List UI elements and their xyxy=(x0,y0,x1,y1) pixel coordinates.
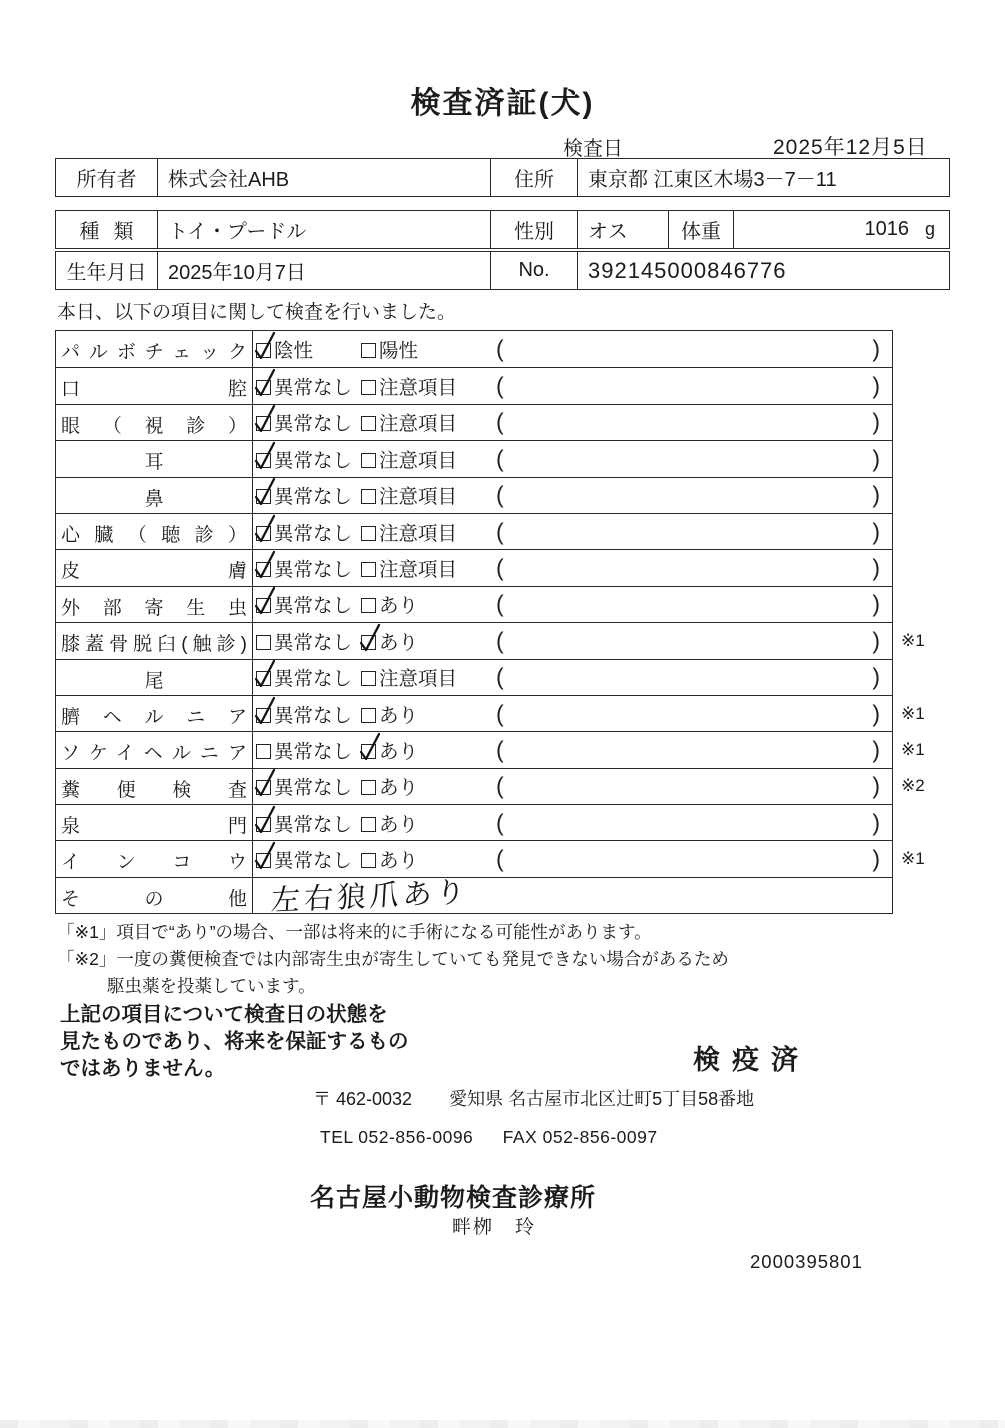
checkbox-checked[interactable] xyxy=(256,343,271,358)
option-label: あり xyxy=(379,631,419,654)
checklist-option-2 xyxy=(361,372,457,400)
address-label: 住所 xyxy=(491,159,578,196)
paren-close: ) xyxy=(872,335,880,362)
checklist-option-2 xyxy=(361,663,457,691)
postal-code: 〒 462-0032 xyxy=(313,1089,413,1109)
checklist-row-body xyxy=(253,441,892,476)
paren-open: ( xyxy=(496,590,504,617)
checklist-row-body xyxy=(253,587,892,622)
species-label: 種類 xyxy=(56,211,158,248)
option-label: 異常なし xyxy=(274,631,353,654)
weight-value: 1016 xyxy=(864,218,909,240)
quarantine-stamp: 検疫済 xyxy=(693,1045,810,1075)
checklist-table xyxy=(55,330,925,918)
disclaimer xyxy=(60,1001,409,1082)
checkbox-unchecked[interactable] xyxy=(361,343,376,358)
paren-close: ) xyxy=(872,845,880,872)
checklist-option-2 xyxy=(361,554,457,582)
birth-table xyxy=(55,251,950,290)
checkbox-checked[interactable] xyxy=(256,489,271,504)
paren-close: ) xyxy=(872,772,880,799)
checklist-option-2 xyxy=(361,445,457,473)
checkbox-checked[interactable] xyxy=(256,853,271,868)
species-table xyxy=(55,210,950,249)
clinic-address: 愛知県 名古屋市北区辻町5丁目58番地 xyxy=(449,1089,755,1109)
option-label: 異常なし xyxy=(274,777,353,800)
option-label: 異常なし xyxy=(274,850,353,873)
option-label: あり xyxy=(379,777,419,800)
checkbox-checked[interactable] xyxy=(256,598,271,613)
option-label: 異常なし xyxy=(274,522,353,545)
veterinarian-name: 畔栁 玲 xyxy=(452,1217,537,1238)
option-label: 注意項目 xyxy=(379,449,458,472)
checkbox-unchecked[interactable] xyxy=(361,416,376,431)
checkbox-unchecked[interactable] xyxy=(256,744,271,759)
option-label: あり xyxy=(379,595,419,618)
option-label: 異常なし xyxy=(274,740,353,763)
option-label: 異常なし xyxy=(274,813,353,836)
page-title: 検査済証(犬) xyxy=(410,87,595,120)
checkbox-unchecked[interactable] xyxy=(361,380,376,395)
paren-close: ) xyxy=(872,700,880,727)
checklist-option-1 xyxy=(256,445,352,473)
option-label: あり xyxy=(379,813,419,836)
checklist-row xyxy=(56,695,925,731)
checkbox-checked[interactable] xyxy=(256,562,271,577)
checklist-row xyxy=(56,549,892,585)
checklist-row xyxy=(56,876,892,918)
checkbox-checked[interactable] xyxy=(256,380,271,395)
option-label: 異常なし xyxy=(274,413,353,436)
checkbox-unchecked[interactable] xyxy=(256,635,271,650)
paren-open: ( xyxy=(496,809,504,836)
paren-open: ( xyxy=(496,335,504,362)
checklist-row-body xyxy=(253,623,892,658)
checklist-option-2 xyxy=(361,481,457,509)
checklist-row-body xyxy=(253,805,892,840)
checklist-row xyxy=(56,622,925,658)
checklist-row-note: ※2 xyxy=(901,776,925,796)
id-number-value: 392145000846776 xyxy=(588,257,787,283)
checkbox-checked[interactable] xyxy=(361,635,376,650)
birthdate-label: 生年月日 xyxy=(56,252,158,289)
checklist-row xyxy=(56,477,892,513)
option-label: あり xyxy=(379,850,419,873)
option-label: 注意項目 xyxy=(379,413,458,436)
checkbox-unchecked[interactable] xyxy=(361,598,376,613)
paren-open: ( xyxy=(496,408,504,435)
owner-table xyxy=(55,158,950,197)
paren-close: ) xyxy=(872,590,880,617)
checklist-option-1 xyxy=(256,736,352,764)
checklist-row xyxy=(56,440,892,476)
checklist-option-2 xyxy=(361,408,457,436)
paren-close: ) xyxy=(872,372,880,399)
checklist-item-label: インコウ xyxy=(56,841,253,876)
checklist-option-1 xyxy=(256,845,352,873)
checklist-option-1 xyxy=(256,335,313,363)
checklist-row xyxy=(56,804,892,840)
paren-open: ( xyxy=(496,627,504,654)
paren-open: ( xyxy=(496,518,504,545)
checklist-item-label: 泉門 xyxy=(56,805,253,840)
footnotes xyxy=(57,919,729,1000)
checklist-option-2 xyxy=(361,627,418,655)
checklist-row-body xyxy=(253,478,892,513)
paren-close: ) xyxy=(872,736,880,763)
checklist-row xyxy=(56,331,892,367)
paren-close: ) xyxy=(872,627,880,654)
checklist-option-1 xyxy=(256,372,352,400)
checklist-item-label: 眼（視診） xyxy=(56,405,253,440)
checklist-row-body xyxy=(253,660,892,695)
notice-text: 本日、以下の項目に関して検査を行いました。 xyxy=(57,302,457,323)
paren-open: ( xyxy=(496,663,504,690)
weight-label: 体重 xyxy=(669,211,734,248)
checklist-item-label: 耳 xyxy=(56,441,253,476)
species-value: トイ・プードル xyxy=(158,211,491,248)
option-label: あり xyxy=(379,740,419,763)
owner-label: 所有者 xyxy=(56,159,158,196)
paren-open: ( xyxy=(496,736,504,763)
scan-noise-artifact xyxy=(0,1420,1005,1428)
checklist-option-2 xyxy=(361,772,418,800)
option-label: 異常なし xyxy=(274,559,353,582)
paren-close: ) xyxy=(872,554,880,581)
option-label: 異常なし xyxy=(274,668,353,691)
checklist-option-1 xyxy=(256,590,352,618)
paren-close: ) xyxy=(872,481,880,508)
checklist-option-1 xyxy=(256,772,352,800)
paren-open: ( xyxy=(496,481,504,508)
option-label: 異常なし xyxy=(274,449,353,472)
checklist-option-2 xyxy=(361,700,418,728)
footnote-2: 「※2」一度の糞便検査では内部寄生虫が寄生していても発見できない場合があるため xyxy=(57,949,729,969)
checklist-option-1 xyxy=(256,700,352,728)
checklist-item-label: 臍ヘルニア xyxy=(56,696,253,731)
footnote-1: 「※1」項目で“あり”の場合、一部は将来的に手術になる可能性があります。 xyxy=(57,922,652,942)
option-label: 異常なし xyxy=(274,704,353,727)
checklist-row-body xyxy=(253,550,892,585)
option-label: 異常なし xyxy=(274,486,353,509)
address-value: 東京都 江東区木場3－7－11 xyxy=(588,169,837,191)
checklist-item-label: 皮膚 xyxy=(56,550,253,585)
checklist-row-note: ※1 xyxy=(901,739,925,759)
option-label: 注意項目 xyxy=(379,486,458,509)
checklist-item-label: ソケイヘルニア xyxy=(56,732,253,767)
checklist-row-body xyxy=(253,876,892,918)
option-label: 異常なし xyxy=(274,377,353,400)
checklist-option-1 xyxy=(256,518,352,546)
paren-close: ) xyxy=(872,518,880,545)
checkbox-unchecked[interactable] xyxy=(361,817,376,832)
checkbox-checked[interactable] xyxy=(256,817,271,832)
checkbox-checked[interactable] xyxy=(256,708,271,723)
weight-cell xyxy=(734,211,949,248)
inspection-date-label: 検査日 xyxy=(563,138,623,160)
checklist-row-note: ※1 xyxy=(901,630,925,650)
checklist-option-2 xyxy=(361,736,418,764)
checklist-option-2 xyxy=(361,518,457,546)
option-label: あり xyxy=(379,704,419,727)
checklist-row xyxy=(56,768,925,804)
clinic-address-line xyxy=(313,1085,754,1111)
checkbox-unchecked[interactable] xyxy=(361,780,376,795)
checkbox-unchecked[interactable] xyxy=(361,853,376,868)
clinic-fax: FAX 052-856-0097 xyxy=(502,1127,658,1147)
paren-open: ( xyxy=(496,845,504,872)
paren-open: ( xyxy=(496,554,504,581)
checklist-option-1 xyxy=(256,627,352,655)
checkbox-unchecked[interactable] xyxy=(361,526,376,541)
weight-unit: g xyxy=(924,219,935,239)
checklist-option-2 xyxy=(361,335,418,363)
checklist-item-label: 膝蓋骨脱臼(触診) xyxy=(56,623,253,658)
checklist-option-2 xyxy=(361,845,418,873)
birthdate-value: 2025年10月7日 xyxy=(158,252,491,289)
checklist-row xyxy=(56,840,925,876)
paren-open: ( xyxy=(496,772,504,799)
checklist-option-1 xyxy=(256,408,352,436)
checklist-option-1 xyxy=(256,663,352,691)
option-label: 陰性 xyxy=(274,340,314,363)
inspection-date-value: 2025年12月5日 xyxy=(773,136,928,159)
option-label: 注意項目 xyxy=(379,559,458,582)
disclaimer-line-1: 上記の項目について検査日の状態を xyxy=(60,1003,388,1026)
checklist-option-1 xyxy=(256,481,352,509)
clinic-name: 名古屋小動物検査診療所 xyxy=(310,1184,597,1212)
checklist-item-label: パルボチェック xyxy=(56,331,253,367)
handwritten-remark: 左右狼爪あり xyxy=(269,876,470,918)
checklist-option-2 xyxy=(361,809,418,837)
checklist-row xyxy=(56,586,892,622)
option-label: 注意項目 xyxy=(379,522,458,545)
paren-open: ( xyxy=(496,445,504,472)
checklist-item-label: 口腔 xyxy=(56,368,253,403)
checkbox-unchecked[interactable] xyxy=(361,562,376,577)
paren-close: ) xyxy=(872,408,880,435)
serial-number: 2000395801 xyxy=(750,1251,863,1272)
disclaimer-line-2: 見たものであり、将来を保証するもの xyxy=(60,1030,409,1053)
disclaimer-line-3: ではありません。 xyxy=(60,1057,226,1080)
checkbox-unchecked[interactable] xyxy=(361,671,376,686)
owner-value: 株式会社AHB xyxy=(158,159,491,196)
sex-value: オス xyxy=(578,211,669,248)
checklist-row-body xyxy=(253,696,892,731)
footnote-2-continued: 駆虫薬を投薬しています。 xyxy=(107,976,316,996)
checklist-row-body xyxy=(253,514,892,549)
checklist-option-1 xyxy=(256,809,352,837)
paren-close: ) xyxy=(872,445,880,472)
option-label: 注意項目 xyxy=(379,668,458,691)
option-label: 陽性 xyxy=(379,340,419,363)
checklist-row xyxy=(56,513,892,549)
checkbox-unchecked[interactable] xyxy=(361,453,376,468)
checkbox-checked[interactable] xyxy=(256,416,271,431)
checklist-option-1 xyxy=(256,554,352,582)
checklist-item-label: 心臓（聴診） xyxy=(56,514,253,549)
clinic-tel: TEL 052-856-0096 xyxy=(320,1127,474,1147)
checklist-row-body xyxy=(253,368,892,403)
id-number-label: No. xyxy=(491,252,578,289)
checklist-row xyxy=(56,367,892,403)
option-label: 注意項目 xyxy=(379,377,458,400)
checklist-row-body xyxy=(253,841,892,876)
checklist-row xyxy=(56,404,892,440)
checkbox-checked[interactable] xyxy=(361,744,376,759)
paren-open: ( xyxy=(496,700,504,727)
checklist-option-2 xyxy=(361,590,418,618)
checkbox-checked[interactable] xyxy=(256,526,271,541)
checklist-row xyxy=(56,731,925,767)
checkbox-checked[interactable] xyxy=(256,671,271,686)
sex-label: 性別 xyxy=(491,211,578,248)
checkbox-checked[interactable] xyxy=(256,780,271,795)
checkbox-unchecked[interactable] xyxy=(361,489,376,504)
checklist-row-body xyxy=(253,769,892,804)
paren-close: ) xyxy=(872,663,880,690)
checklist-item-label: 糞便検査 xyxy=(56,769,253,804)
checklist-item-label: その他 xyxy=(56,878,253,913)
paren-close: ) xyxy=(872,809,880,836)
checklist-row-body xyxy=(253,405,892,440)
checklist-row-body xyxy=(253,331,892,367)
checklist-row-note: ※1 xyxy=(901,703,925,723)
option-label: 異常なし xyxy=(274,595,353,618)
paren-open: ( xyxy=(496,372,504,399)
checklist-item-label: 尾 xyxy=(56,660,253,695)
checklist-row-body xyxy=(253,732,892,767)
clinic-contact-line xyxy=(320,1127,658,1148)
checkbox-checked[interactable] xyxy=(256,453,271,468)
checklist-item-label: 外部寄生虫 xyxy=(56,587,253,622)
checklist-row xyxy=(56,659,892,695)
checkbox-unchecked[interactable] xyxy=(361,708,376,723)
checklist-item-label: 鼻 xyxy=(56,478,253,513)
checklist-row-note: ※1 xyxy=(901,849,925,869)
